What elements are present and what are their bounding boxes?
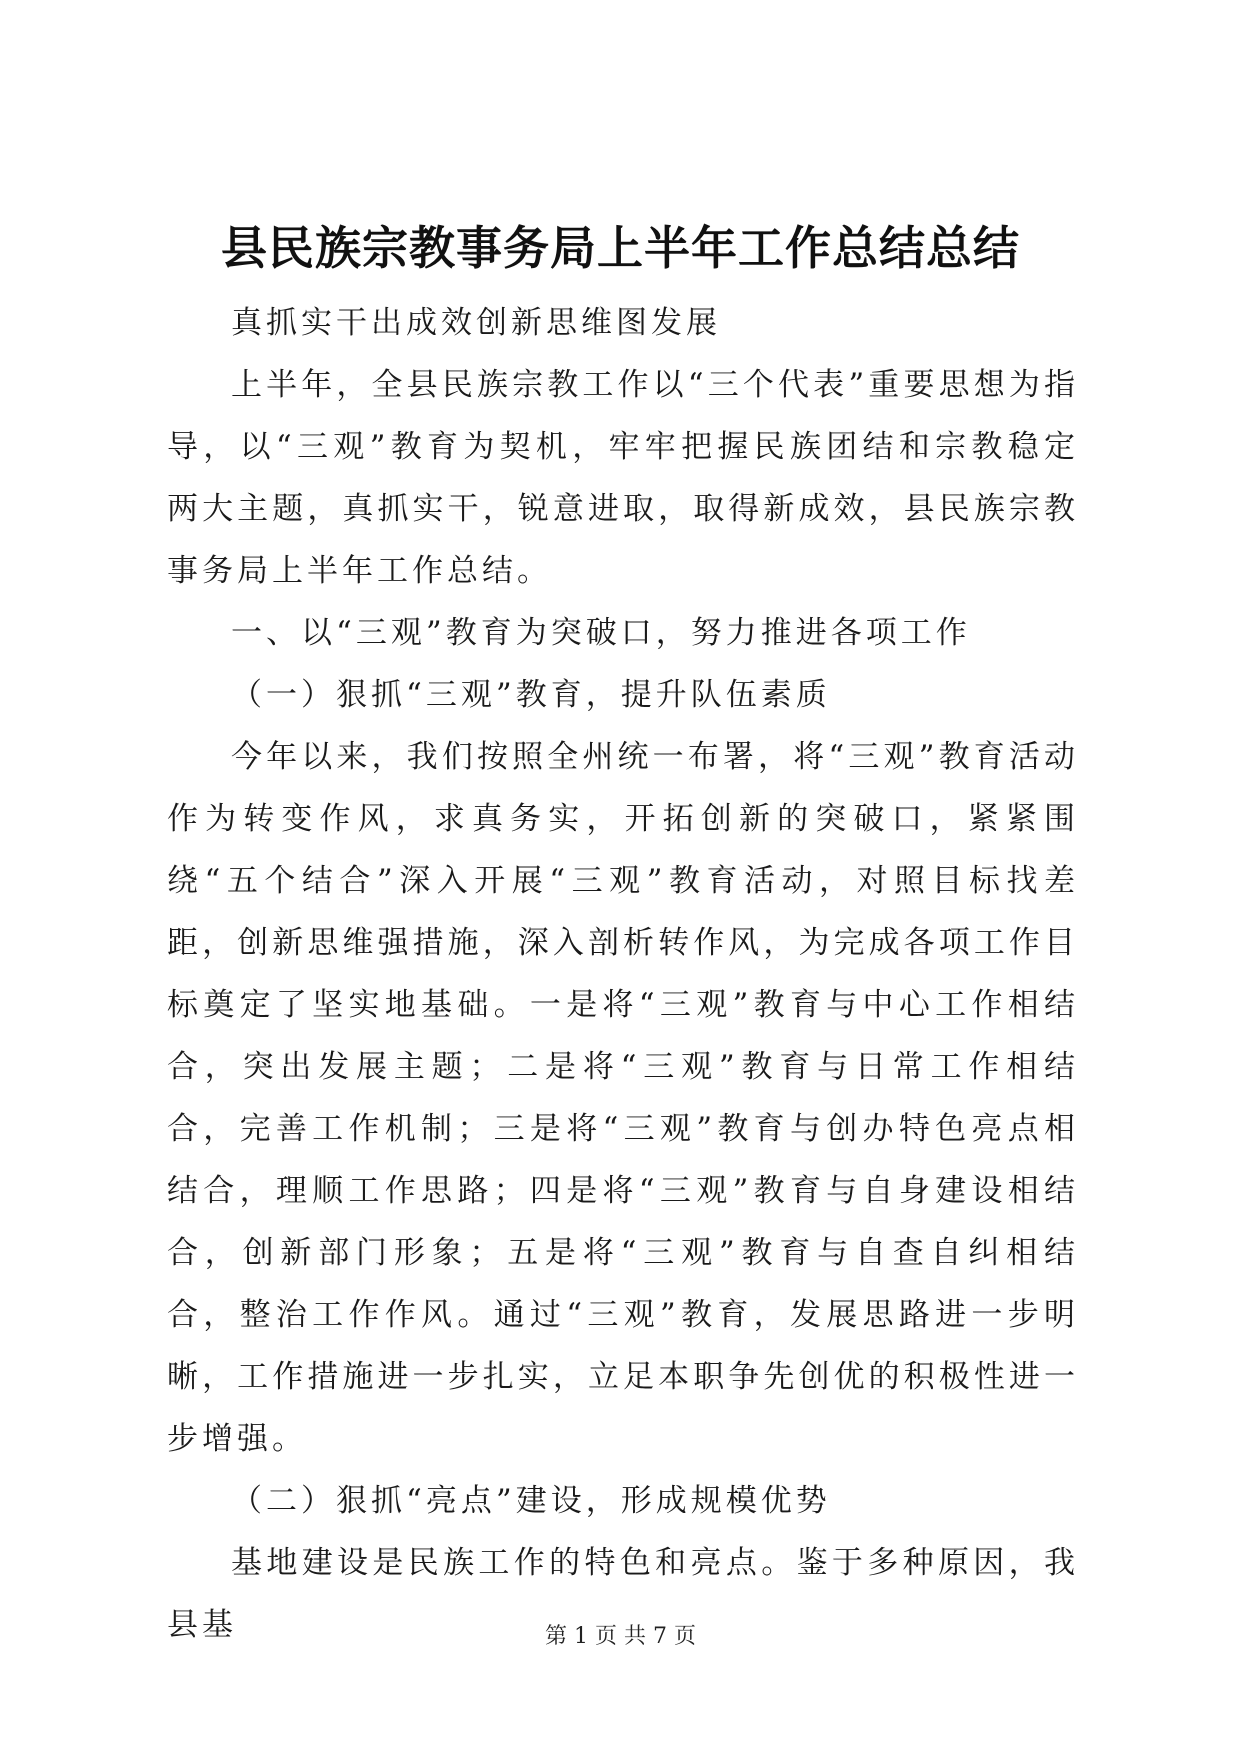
document-title: 县民族宗教事务局上半年工作总结总结 bbox=[221, 221, 1020, 275]
intro-paragraph: 上半年，全县民族宗教工作以“三个代表”重要思想为指导，以“三观”教育为契机，牢牢把握民族团结和宗教稳定两大主题，真抓实干，锐意进取，取得新成效，县民族宗教事务局上半年工作总结。 bbox=[167, 367, 1079, 589]
body-paragraph-2: 基地建设是民族工作的特色和亮点。鉴于多种原因，我县基 bbox=[167, 1545, 1079, 1643]
section-heading-1: 一、以“三观”教育为突破口，努力推进各项工作 bbox=[231, 615, 971, 651]
subsection-heading-1: （一）狠抓“三观”教育，提升队伍素质 bbox=[231, 677, 831, 713]
subsection-heading-2: （二）狠抓“亮点”建设，形成规模优势 bbox=[231, 1483, 831, 1519]
subtitle-paragraph: 真抓实干出成效创新思维图发展 bbox=[231, 305, 721, 341]
page-footer: 第 1 页 共 7 页 bbox=[545, 1624, 696, 1649]
document-body bbox=[167, 292, 1079, 1656]
body-paragraph-1: 今年以来，我们按照全州统一布署，将“三观”教育活动作为转变作风，求真务实，开拓创新的突破口，紧紧围绕“五个结合”深入开展“三观”教育活动，对照目标找差距，创新思维强措施，深入剖析转作风，为完成各项工作目标奠定了坚实地基础。一是将“三观”教育与中心工作相结合，突出发展主题；二是将“三观”教育与日常工作相结合，完善工作机制；三是将“三观”教育与创办特色亮点相结合，理顺工作思路；四是将“三观”教育与自身建设相结合，创新部门形象；五是将“三观”教育与自查自纠相结合，整治工作作风。通过“三观”教育，发展思路进一步明晰，工作措施进一步扎实，立足本职争先创优的积极性进一步增强。 bbox=[167, 739, 1079, 1457]
